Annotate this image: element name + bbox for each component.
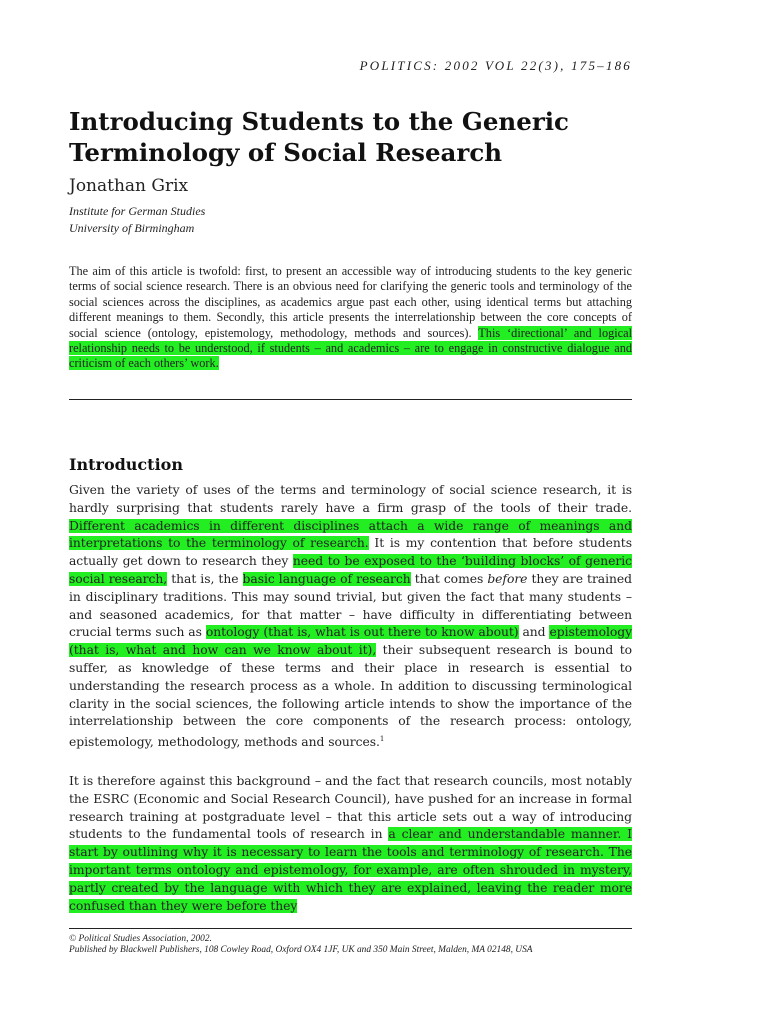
p1-highlight: basic language of research (242, 571, 411, 586)
affiliation-university: University of Birmingham (69, 221, 195, 235)
p1-text: and (522, 625, 546, 640)
p2-text: It is therefore against this background – and the fact that research councils, most notably the ESRC (Economic and Social Research Council), have pushed for an increase in formal research training at postgraduate level – that this article sets out a way of introducing students to the fundamental tools of research in (69, 774, 632, 842)
title-line-2: Terminology of Social Research (69, 138, 503, 167)
p1-emphasis: before (487, 571, 528, 586)
footnote-marker[interactable]: 1 (379, 735, 385, 744)
running-head: POLITICS: 2002 VOL 22(3), 175–186 (359, 58, 632, 73)
p1-text: Given the variety of uses of the terms and terminology of social science research, it is hardly surprising that students rarely have a firm grasp of the tools of their trade. (69, 483, 632, 515)
footer-divider (69, 928, 632, 929)
p1-text: they are trained in disciplinary traditions. This may sound trivial, but given the fact that many students – and seasoned academics, for that matter – have difficulty in differentiating between crucial terms such as (69, 571, 633, 640)
section-heading: Introduction (69, 455, 183, 474)
p1-text: that comes (414, 571, 484, 586)
article-title (69, 106, 569, 168)
p1-text: their subsequent research is bound to suffer, as knowledge of these terms and their place in research is essential to understanding the research process as a whole. In addition to discussing terminological clarity in the social sciences, the following article intends to show the importance of the interrelationship between the core components of the research process: ontology, epistemology, methodology, methods and sources. (69, 643, 632, 750)
p1-highlight: ontology (that is, what is out there to know about) (205, 625, 519, 640)
p1-highlight: need to be exposed to the ‘building blocks’ of generic social research, (69, 554, 633, 586)
copyright-footer (69, 934, 632, 956)
p2-highlight: a clear and understandable manner. I start by outlining why it is necessary to learn the tools and terminology of research. The important terms ontology and epistemology, for example, are often shrouded in mystery, partly created by the language with which they are explained, leaving the reader more confused than they were before they (69, 827, 632, 913)
p1-highlight: Different academics in different disciplines attach a wide range of meanings and interpretations to the terminology of research. (69, 518, 632, 551)
abstract-divider (69, 399, 632, 400)
paragraph-1 (69, 482, 632, 752)
abstract-text: The aim of this article is twofold: first, to present an accessible way of introducing students to the key generic terms of social science research. There is an obvious need for clarifying the generic tools and terminology of the social sciences across the disciplines, as academics argue past each other, using identical terms but attaching different meanings to them. Secondly, this article presents the interrelationship between the core concepts of social science (ontology, epistemology, methodology, methods and sources). (69, 264, 632, 340)
abstract-highlight: This ‘directional’ and logical relationship needs to be understood, if students – and academics – are to engage in constructive dialogue and criticism of each others’ work. (69, 325, 632, 371)
title-line-1: Introducing Students to the Generic (69, 107, 569, 136)
copyright-line: © Political Studies Association, 2002. (69, 934, 212, 944)
p1-highlight: epistemology (that is, what and how can we know about it), (69, 625, 633, 658)
author-name: Jonathan Grix (69, 176, 189, 196)
p1-text: that is, the (171, 571, 239, 586)
paragraph-2 (69, 773, 632, 915)
abstract (69, 264, 632, 372)
p1-text: It is my contention that before students actually get down to research they (69, 536, 633, 569)
affiliation-institute: Institute for German Studies (69, 204, 206, 218)
publisher-line: Published by Blackwell Publishers, 108 Cowley Road, Oxford OX4 1JF, UK and 350 Main Street, Malden, MA 02148, USA (69, 945, 533, 955)
